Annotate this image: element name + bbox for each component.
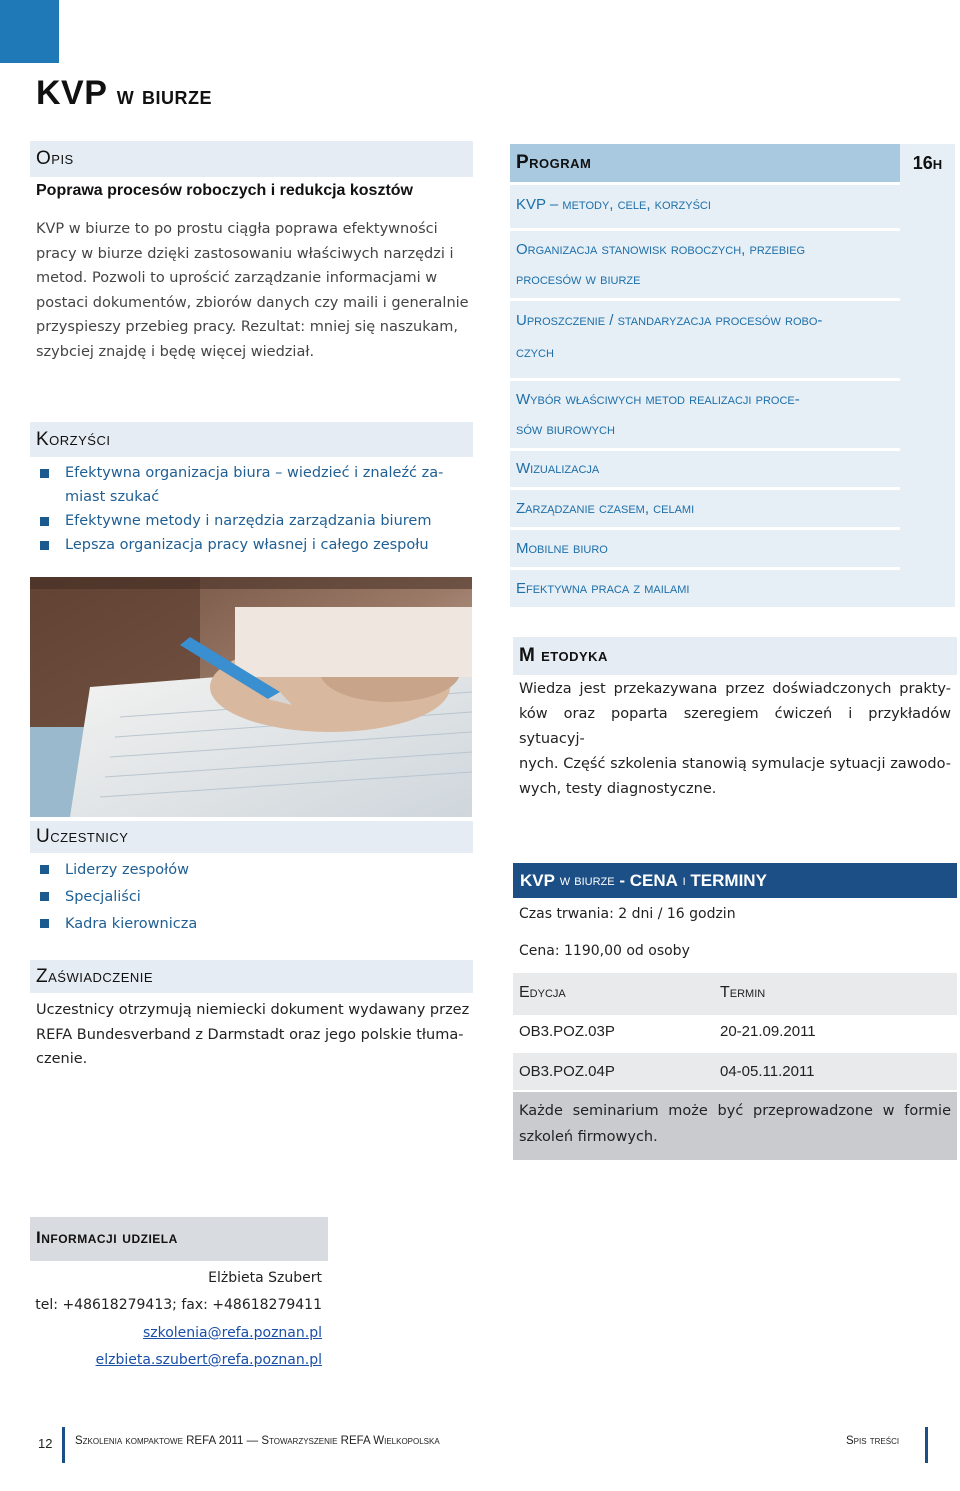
korzysci-heading: Korzyści xyxy=(36,428,111,450)
contact-email-link[interactable]: elzbieta.szubert@refa.poznan.pl xyxy=(95,1352,322,1368)
program-hours-label: 16h xyxy=(912,152,943,173)
opis-line: pracy w biurze dzięki zastosowaniu właściwych narzędzi i xyxy=(36,245,454,262)
opis-body xyxy=(36,217,476,364)
row-term: 20-21.09.2011 xyxy=(720,1023,816,1040)
price-title-cena: - CENA xyxy=(619,870,678,890)
price-title-office: w biurze xyxy=(559,872,615,889)
note-line: szkoleń firmowych. xyxy=(519,1129,658,1145)
table-row xyxy=(513,1053,957,1090)
metodyka-line: nych. Część szkolenia stanowią symulacje sytuacji zawodo- xyxy=(519,756,951,772)
opis-line: metod. Pozwoli to uprościć zarządzanie informacjami w xyxy=(36,270,438,286)
title-main: KVP xyxy=(36,74,107,112)
col-termin: Termin xyxy=(720,984,766,1001)
zaswiadczenie-header xyxy=(30,960,473,993)
program-heading: Program xyxy=(516,152,592,173)
table-row xyxy=(513,1015,957,1050)
note-line: Każde seminarium może być przeprowadzone w formie xyxy=(519,1103,951,1119)
program-item: Organizacja stanowisk roboczych, przebieg procesów w biurze xyxy=(510,231,955,298)
zaswiadczenie-heading: Zaświadczenie xyxy=(36,965,154,987)
zaswiadczenie-line: czenie. xyxy=(36,1051,88,1067)
price-banner xyxy=(513,863,957,898)
contact-name: Elżbieta Szubert xyxy=(208,1270,322,1286)
price-title-kvp: KVP xyxy=(520,870,555,890)
info-header xyxy=(30,1217,328,1261)
program-item: KVP – metody, cele, korzyści xyxy=(510,185,955,228)
col-edycja: Edycja xyxy=(519,984,566,1001)
row-term: 04-05.11.2011 xyxy=(720,1063,815,1080)
list-item: Liderzy zespołów xyxy=(36,857,476,884)
opis-subtitle: Poprawa procesów roboczych i redukcja kosztów xyxy=(36,182,413,199)
office-photo-illustration xyxy=(30,577,472,817)
program-item: Wizualizacja xyxy=(510,451,955,487)
program-item: Mobilne biuro xyxy=(510,530,955,567)
opis-line: szybciej znajdę i będę więcej wiedział. xyxy=(36,343,315,360)
korzysci-header xyxy=(30,422,473,457)
metodyka-line: Wiedza jest przekazywana przez doświadczonych prakty- xyxy=(519,681,951,697)
price-cost: Cena: 1190,00 od osoby xyxy=(519,943,690,959)
opis-line: postaci dokumentów, zbiorów danych czy maili i generalnie xyxy=(36,294,469,311)
footer-text: Szkolenia kompaktowe REFA 2011 — Stowarzyszenie REFA Wielkopolska xyxy=(75,1435,440,1447)
uczestnicy-list xyxy=(36,857,476,938)
program-item: Zarządzanie czasem, celami xyxy=(510,490,955,527)
opis-line: przyspieszy przebieg pracy. Rezultat: mniej się naszukam, xyxy=(36,319,458,335)
opis-header xyxy=(30,141,473,177)
list-item: Specjaliści xyxy=(36,884,476,911)
terms-table-header xyxy=(513,973,957,1015)
page-number: 12 xyxy=(38,1436,53,1451)
opis-line: KVP w biurze to po prostu ciągła poprawa efektywności xyxy=(36,221,438,237)
list-item: Efektywna organizacja biura – wiedzieć i znaleźć za- miast szukać xyxy=(36,461,476,509)
korzysci-list xyxy=(36,461,476,557)
program-item: Efektywna praca z mailami xyxy=(510,570,955,607)
list-item: Kadra kierownicza xyxy=(36,911,476,938)
metodyka-body xyxy=(519,677,951,802)
program-item: Wybór właściwych metod realizacji proce- sów biurowych xyxy=(510,381,955,448)
metodyka-line: wych, testy diagnostyczne. xyxy=(519,781,717,797)
footer-divider-right xyxy=(925,1427,928,1463)
toc-link[interactable]: Spis treści xyxy=(846,1435,900,1447)
zaswiadczenie-line: Uczestnicy otrzymują niemiecki dokument wydawany przez xyxy=(36,1002,470,1018)
info-heading: Informacji udziela xyxy=(36,1228,178,1247)
metodyka-header xyxy=(513,637,957,675)
page-title xyxy=(36,74,212,113)
program-hours xyxy=(900,144,955,182)
footer-divider-left xyxy=(62,1427,65,1463)
office-photo xyxy=(30,577,472,817)
uczestnicy-heading: Uczestnicy xyxy=(36,826,129,847)
price-title-terminy: TERMINY xyxy=(690,870,767,890)
uczestnicy-header xyxy=(30,821,473,853)
contact-email-link[interactable]: szkolenia@refa.poznan.pl xyxy=(142,1325,322,1341)
list-item: Efektywne metody i narzędzia zarządzania biurem xyxy=(36,509,476,533)
metodyka-heading: M etodyka xyxy=(519,645,608,666)
title-rest: w biurze xyxy=(116,80,212,110)
opis-heading: Opis xyxy=(36,148,74,169)
price-title-and: i xyxy=(682,872,686,889)
program-item: Uproszczenie / standaryzacja procesów robo- czych xyxy=(510,301,955,378)
program-header xyxy=(510,144,900,182)
contact-phone: tel: +48618279413; fax: +48618279411 xyxy=(35,1297,322,1313)
list-item: Lepsza organizacja pracy własnej i całego zespołu xyxy=(36,533,476,557)
zaswiadczenie-body xyxy=(36,998,476,1072)
zaswiadczenie-line: REFA Bundesverband z Darmstadt oraz jego polskie tłuma- xyxy=(36,1026,464,1043)
price-duration: Czas trwania: 2 dni / 16 godzin xyxy=(519,906,736,922)
row-edition: OB3.POZ.03P xyxy=(519,1023,615,1040)
metodyka-line: ków oraz poparta szeregiem ćwiczeń i przykładów sytuacyj- xyxy=(519,706,951,747)
price-note xyxy=(513,1092,957,1160)
corner-accent-block xyxy=(0,0,59,63)
row-edition: OB3.POZ.04P xyxy=(519,1063,615,1080)
